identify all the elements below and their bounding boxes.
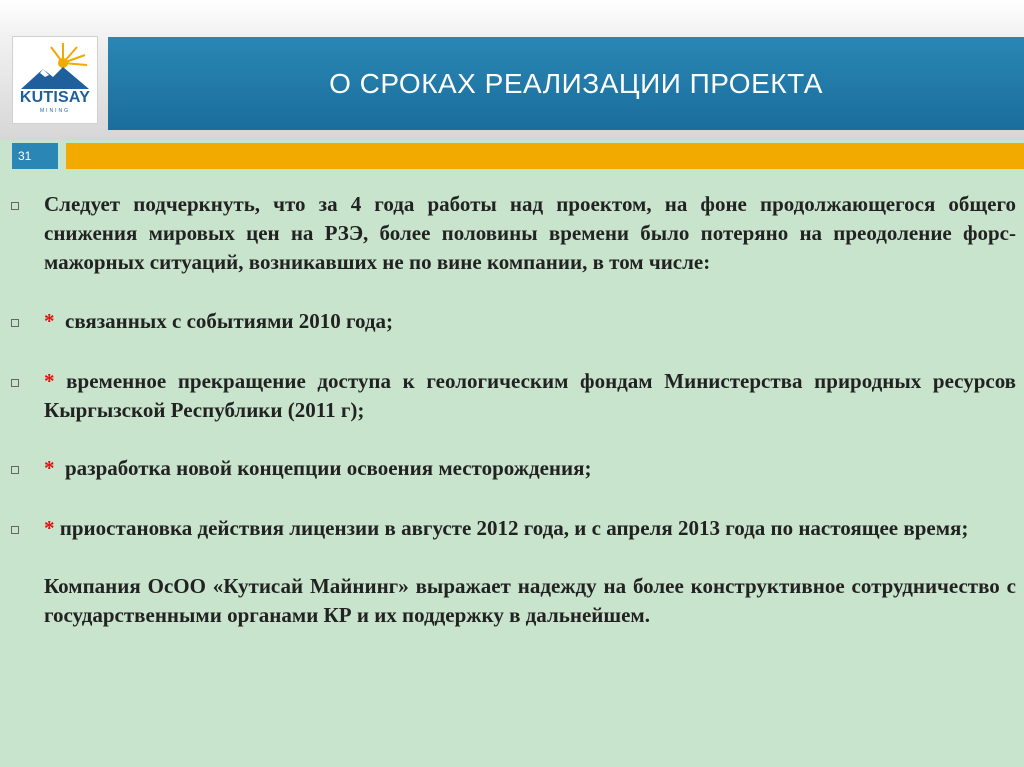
- item-text: приостановка действия лицензии в августе 2012 года, и с апреля 2013 года по настоящее время;: [59, 516, 969, 540]
- logo-subtitle: MINING: [39, 108, 71, 114]
- square-bullet-icon: [11, 379, 19, 387]
- list-item-intro: [44, 190, 1016, 277]
- mountain-sun-icon: [13, 37, 97, 93]
- slide-body: [44, 190, 1016, 630]
- accent-bar: [66, 143, 1024, 169]
- item-text: связанных с событиями 2010 года;: [65, 309, 394, 333]
- header-bar: [108, 37, 1024, 130]
- list-item: [44, 514, 1016, 543]
- page-title: О СРОКАХ РЕАЛИЗАЦИИ ПРОЕКТА: [329, 67, 823, 99]
- conclusion-paragraph: [44, 572, 1016, 630]
- square-bullet-icon: [11, 319, 19, 327]
- slide-number: 31: [12, 143, 58, 169]
- square-bullet-icon: [11, 202, 19, 210]
- list-item: [44, 454, 1016, 483]
- list-item: [44, 307, 1016, 336]
- item-text: разработка новой концепции освоения месторождения;: [65, 456, 592, 480]
- square-bullet-icon: [11, 466, 19, 474]
- square-bullet-icon: [11, 526, 19, 534]
- logo-wordmark: KUTISAY: [19, 89, 91, 106]
- star-marker: *: [44, 456, 55, 480]
- star-marker: *: [44, 369, 55, 393]
- conclusion-text: Компания ОсОО «Кутисай Майнинг» выражает надежду на более конструктивное сотрудничество с государственными органами КР и их поддержку в дальнейшем.: [44, 574, 1016, 627]
- star-marker: *: [44, 309, 55, 333]
- star-marker: *: [44, 516, 55, 540]
- intro-text: Следует подчеркнуть, что за 4 года работы над проектом, на фоне продолжающегося общего снижения мировых цен на РЗЭ, более половины времени было потеряно на преодоление форс-мажорных ситуаций, возникавших не по вине компании, в том числе:: [44, 192, 1016, 274]
- list-item: [44, 367, 1016, 425]
- company-logo: [12, 36, 98, 124]
- item-text: временное прекращение доступа к геологическим фондам Министерства природных ресурсов Кыргызской Республики (2011 г);: [44, 369, 1017, 422]
